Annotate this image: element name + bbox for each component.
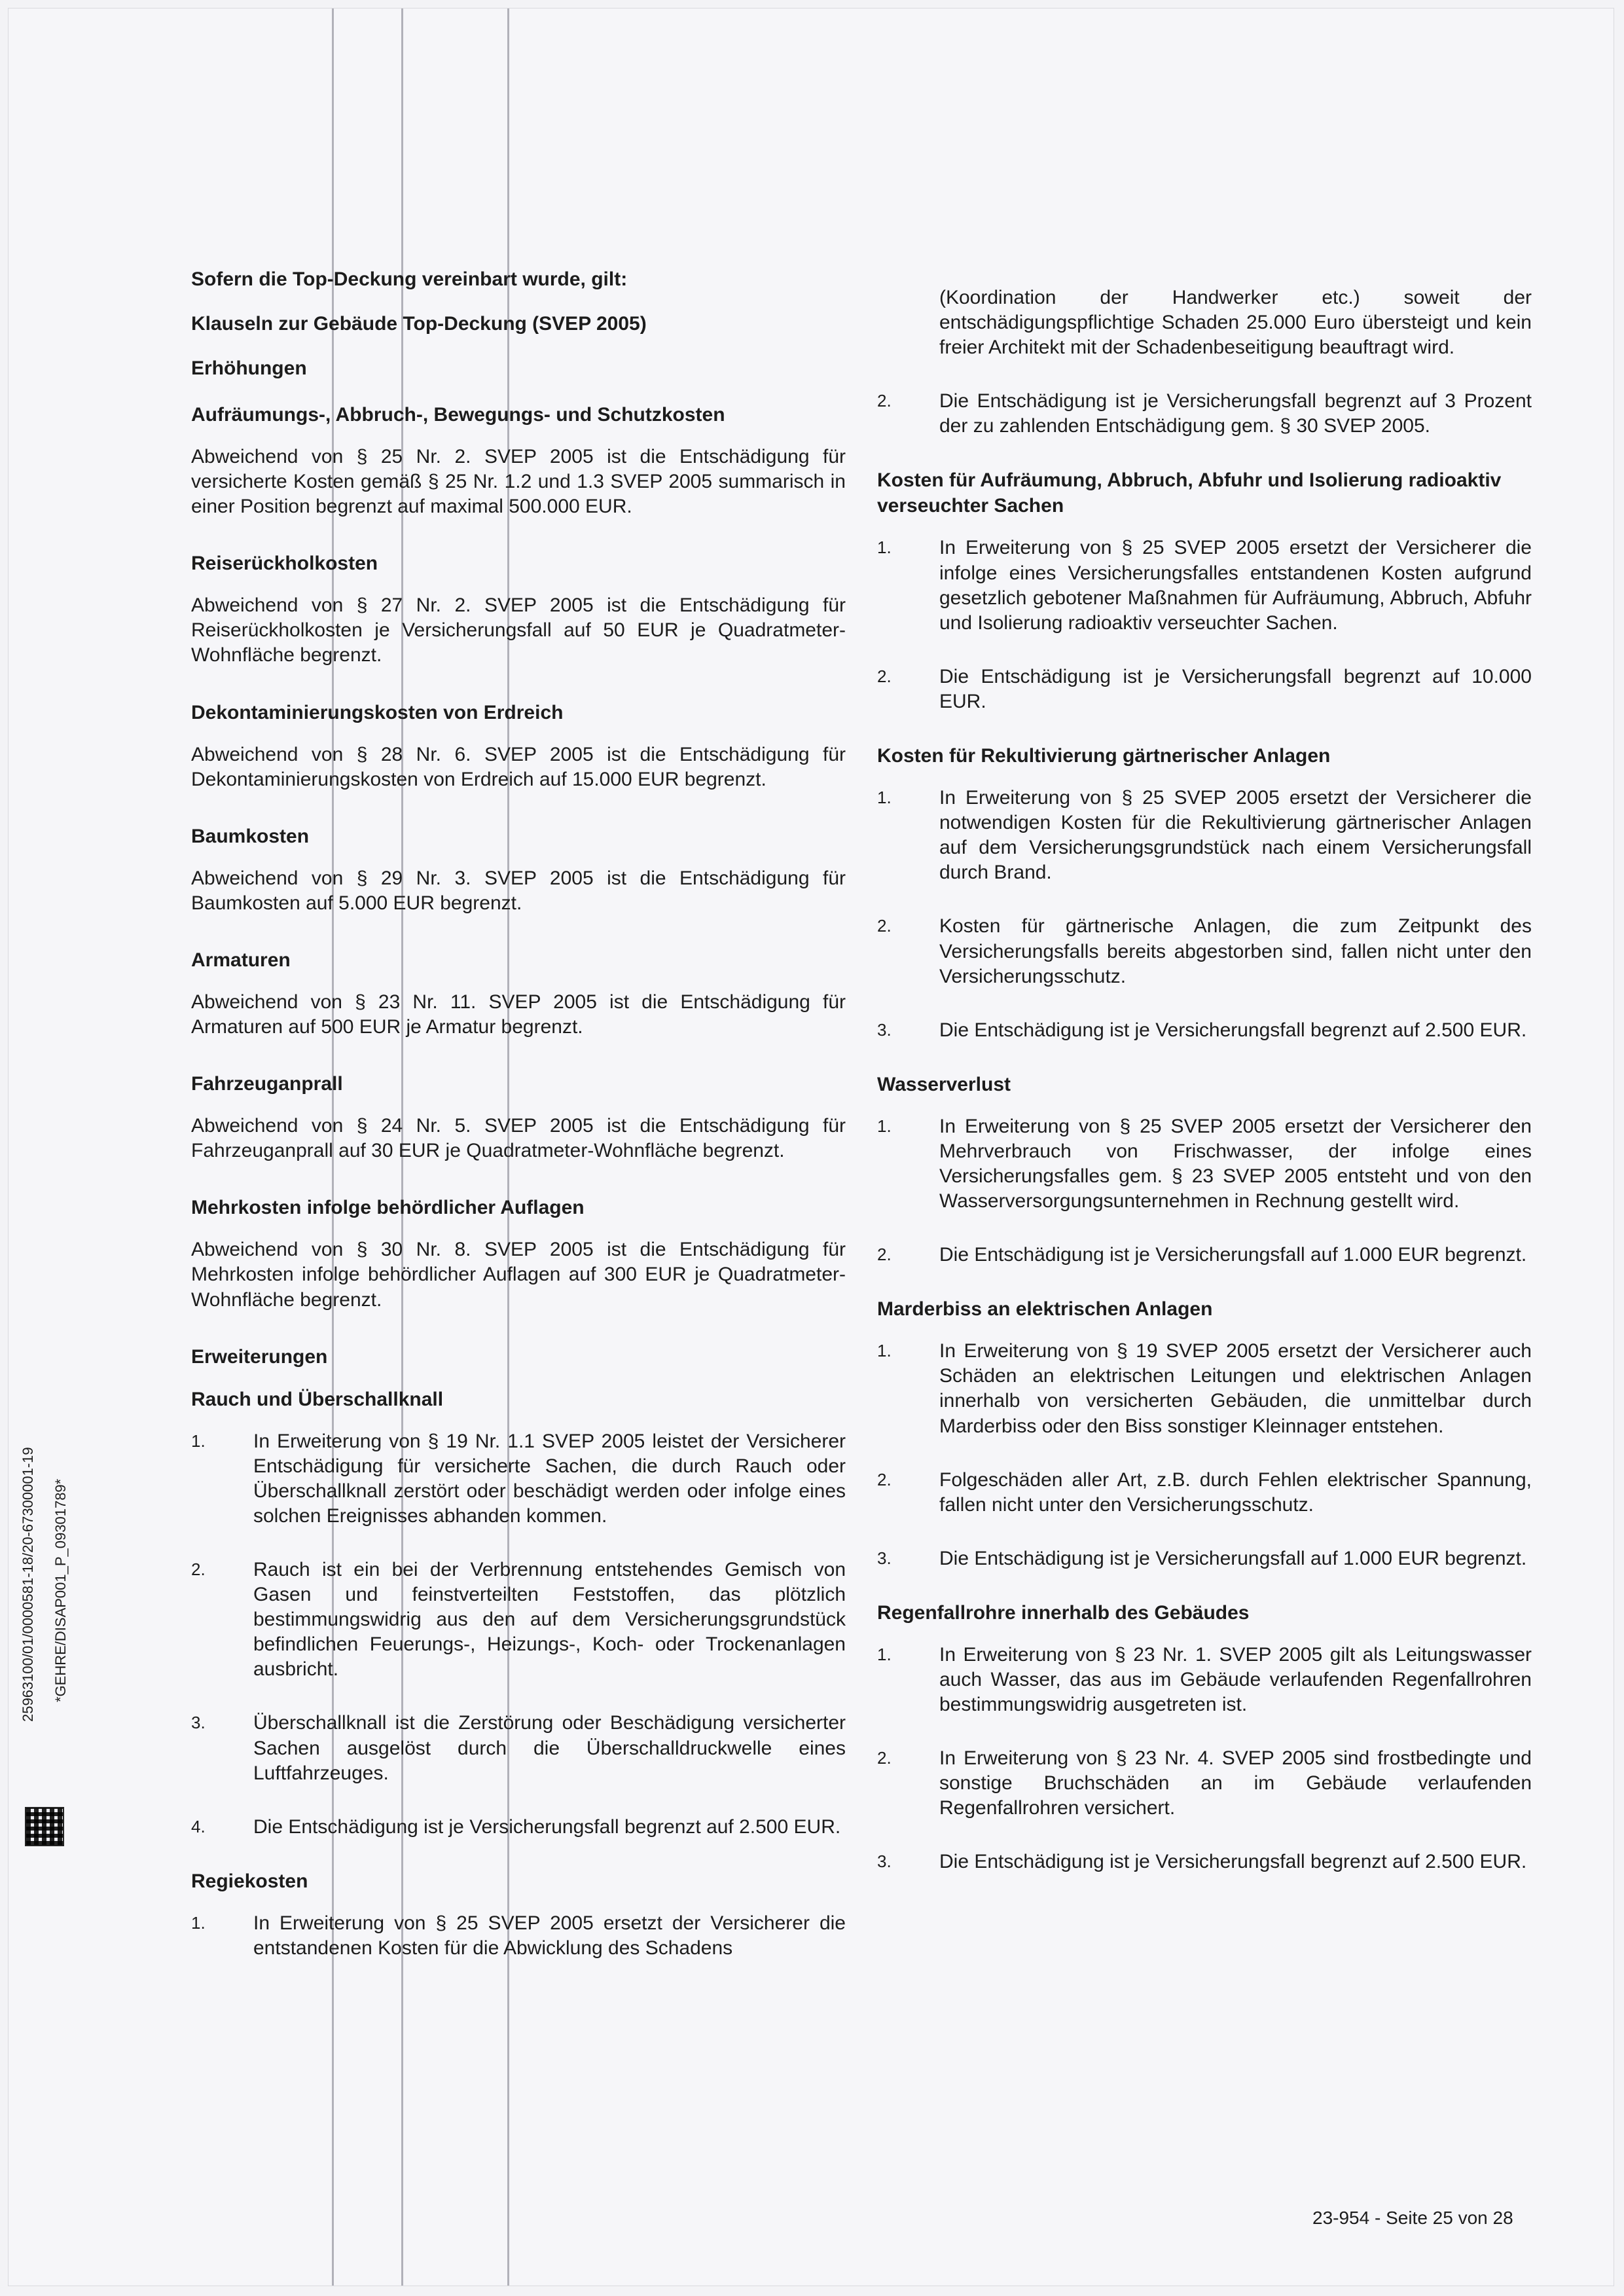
- list-item: [877, 1746, 1532, 1821]
- left-column: [191, 268, 846, 1990]
- section-heading: Erweiterungen: [191, 1345, 328, 1368]
- list-number: 1.: [877, 1341, 892, 1361]
- list-text: Die Entschädigung ist je Versicherungsfall begrenzt auf 2.500 EUR.: [939, 1851, 1527, 1873]
- list-item: [877, 1643, 1532, 1717]
- numbered-list: [877, 536, 1532, 714]
- numbered-list: [877, 1339, 1532, 1571]
- list-text: Die Entschädigung ist je Versicherungsfall begrenzt auf 2.500 EUR.: [939, 1019, 1527, 1041]
- continued-text: (Koordination der Handwerker etc.) soweit der entschädigungspflichtige Schaden 25.000 Euro übersteigt und kein freier Architekt mit der Schadenbeseitigung beauftragt wird.: [939, 287, 1532, 359]
- list-text: In Erweiterung von § 19 SVEP 2005 ersetzt der Versicherer auch Schäden an elektrischen Leitungen und elektrischen Anlagen innerhalb von versicherten Gebäuden, die unmittelbar durch Marderbiss oder den Biss sonstiger Kleinnager entstehen.: [939, 1340, 1532, 1437]
- numbered-list: [877, 786, 1532, 1043]
- section-heading: Regenfallrohre innerhalb des Gebäudes: [877, 1601, 1250, 1624]
- right-column: [877, 285, 1532, 1904]
- list-text: In Erweiterung von § 23 Nr. 1. SVEP 2005 gilt als Leitungswasser auch Wasser, das aus im Gebäude verlaufenden Regenfallrohren bestimmungswidrig ausgetreten ist.: [939, 1643, 1532, 1716]
- section-heading: Kosten für Aufräumung, Abbruch, Abfuhr und Isolierung radioaktiv verseuchter Sachen: [877, 469, 1502, 517]
- list-item: [877, 1243, 1532, 1267]
- list-number: 2.: [877, 666, 892, 686]
- section-heading: Dekontaminierungskosten von Erdreich: [191, 701, 564, 723]
- numbered-list: [191, 1911, 846, 1961]
- list-number: 1.: [877, 1644, 892, 1664]
- list-item: [877, 1468, 1532, 1518]
- clause-title: Klauseln zur Gebäude Top-Deckung (SVEP 2005): [191, 313, 647, 335]
- list-number: 1.: [191, 1430, 206, 1451]
- section-heading: Rauch und Überschallknall: [191, 1388, 444, 1410]
- list-item: [877, 389, 1532, 439]
- list-number: 4.: [191, 1816, 206, 1836]
- list-item: [877, 1546, 1532, 1571]
- list-item: [191, 1429, 846, 1529]
- list-number: 2.: [877, 916, 892, 936]
- list-number: 1.: [877, 788, 892, 808]
- list-text: Folgeschäden aller Art, z.B. durch Fehlen elektrischer Spannung, fallen nicht unter den Versicherungsschutz.: [939, 1468, 1532, 1516]
- list-item: [877, 536, 1532, 635]
- numbered-list: [877, 389, 1532, 439]
- section-text: Abweichend von § 24 Nr. 5. SVEP 2005 ist die Entschädigung für Fahrzeuganprall auf 30 EUR je Quadratmeter-Wohnfläche begrenzt.: [191, 1115, 846, 1162]
- list-number: 2.: [191, 1559, 206, 1579]
- list-text: In Erweiterung von § 19 Nr. 1.1 SVEP 2005 leistet der Versicherer Entschädigung für versicherte Sachen, die durch Rauch oder Überschallknall zerstört oder beschädigt werden oder infolge eines solchen Ereignisses abhanden kommen.: [253, 1430, 846, 1527]
- document-id: 25963100/01/0000581-18/20-67300001-19: [20, 1447, 36, 1722]
- list-text: Die Entschädigung ist je Versicherungsfall auf 1.000 EUR begrenzt.: [939, 1244, 1527, 1266]
- section-heading: Mehrkosten infolge behördlicher Auflagen: [191, 1197, 585, 1219]
- list-number: 1.: [877, 538, 892, 558]
- intro-line: Sofern die Top-Deckung vereinbart wurde, gilt:: [191, 268, 628, 290]
- list-number: 3.: [877, 1851, 892, 1872]
- list-number: 2.: [877, 1245, 892, 1265]
- section-text: Abweichend von § 25 Nr. 2. SVEP 2005 ist die Entschädigung für versicherte Kosten gemäß § 25 Nr. 1.2 und 1.3 SVEP 2005 summarisch in einer Position begrenzt auf maximal 500.000 EUR.: [191, 446, 846, 518]
- list-item: [877, 786, 1532, 885]
- list-text: Die Entschädigung ist je Versicherungsfall begrenzt auf 3 Prozent der zu zahlenden Entschädigung gem. § 30 SVEP 2005.: [939, 390, 1532, 437]
- list-text: Die Entschädigung ist je Versicherungsfall auf 1.000 EUR begrenzt.: [939, 1547, 1527, 1569]
- list-text: In Erweiterung von § 23 Nr. 4. SVEP 2005 sind frostbedingte und sonstige Bruchschäden an im Gebäude verlaufenden Regenfallrohren versichert.: [939, 1747, 1532, 1819]
- list-item: [877, 665, 1532, 714]
- list-text: Kosten für gärtnerische Anlagen, die zum Zeitpunkt des Versicherungsfalls bereits abgestorben sind, fallen nicht unter den Versicherungsschutz.: [939, 915, 1532, 987]
- barcode-id: *GEHRE/DISAP001_P_09301789*: [52, 1478, 69, 1702]
- section-heading: Aufräumungs-, Abbruch-, Bewegungs- und Schutzkosten: [191, 404, 725, 426]
- numbered-list: [191, 1429, 846, 1840]
- numbered-list: [877, 1114, 1532, 1267]
- section-heading: Baumkosten: [191, 825, 310, 847]
- section-text: Abweichend von § 23 Nr. 11. SVEP 2005 ist die Entschädigung für Armaturen auf 500 EUR je Armatur begrenzt.: [191, 991, 846, 1038]
- list-number: 2.: [877, 1469, 892, 1489]
- section-text: Abweichend von § 29 Nr. 3. SVEP 2005 ist die Entschädigung für Baumkosten auf 5.000 EUR begrenzt.: [191, 867, 846, 914]
- list-item: [191, 1815, 846, 1840]
- list-number: 3.: [877, 1548, 892, 1568]
- list-text: In Erweiterung von § 25 SVEP 2005 ersetzt der Versicherer den Mehrverbrauch von Frischwasser, der infolge eines Versicherungsfalles gem. § 23 SVEP 2005 entsteht und von den Wasserversorgungsunternehmen in Rechnung gestellt wird.: [939, 1115, 1532, 1212]
- list-item: [877, 1114, 1532, 1214]
- list-number: 1.: [877, 1116, 892, 1136]
- list-text: Rauch ist ein bei der Verbrennung entstehendes Gemisch von Gasen und feinstverteilten Feststoffen, das plötzlich bestimmungswidrig aus den auf dem Versicherungsgrundstück befindlichen Feuerungs-, Heizungs-, Koch- oder Trockenanlagen ausbricht.: [253, 1558, 846, 1681]
- section-heading: Fahrzeuganprall: [191, 1073, 343, 1095]
- section-text: Abweichend von § 27 Nr. 2. SVEP 2005 ist die Entschädigung für Reiserückholkosten je Versicherungsfall auf 50 EUR je Quadratmeter-Wohnfläche begrenzt.: [191, 594, 846, 666]
- section-text: Abweichend von § 30 Nr. 8. SVEP 2005 ist die Entschädigung für Mehrkosten infolge behördlicher Auflagen auf 300 EUR je Quadratmeter-Wohnfläche begrenzt.: [191, 1239, 846, 1311]
- list-text: In Erweiterung von § 25 SVEP 2005 ersetzt der Versicherer die notwendigen Kosten für die Rekultivierung gärtnerischer Anlagen auf dem Versicherungsgrundstück nach einem Versicherungsfall durch Brand.: [939, 787, 1532, 884]
- section-heading: Armaturen: [191, 949, 291, 971]
- list-text: Die Entschädigung ist je Versicherungsfall begrenzt auf 10.000 EUR.: [939, 665, 1532, 712]
- section-heading: Reiserückholkosten: [191, 553, 378, 575]
- list-number: 2.: [877, 1748, 892, 1768]
- section-heading: Kosten für Rekultivierung gärtnerischer Anlagen: [877, 745, 1331, 767]
- numbered-list: [877, 1643, 1532, 1875]
- page-footer: 23-954 - Seite 25 von 28: [1312, 2208, 1513, 2228]
- list-number: 2.: [877, 391, 892, 411]
- list-item: [191, 1558, 846, 1682]
- list-item: [877, 1339, 1532, 1438]
- list-item: [191, 1711, 846, 1785]
- list-text: Die Entschädigung ist je Versicherungsfall begrenzt auf 2.500 EUR.: [253, 1815, 841, 1838]
- section-heading: Regiekosten: [191, 1870, 308, 1892]
- list-number: 3.: [191, 1713, 206, 1733]
- list-item: [191, 1911, 846, 1961]
- list-item: [877, 1850, 1532, 1874]
- section-heading: Wasserverlust: [877, 1073, 1011, 1095]
- list-text: In Erweiterung von § 25 SVEP 2005 ersetzt der Versicherer die entstandenen Kosten für die Abwicklung des Schadens: [253, 1912, 846, 1959]
- list-number: 1.: [191, 1912, 206, 1933]
- list-number: 3.: [877, 1019, 892, 1040]
- section-increase: Erhöhungen: [191, 357, 307, 379]
- section-heading: Marderbiss an elektrischen Anlagen: [877, 1298, 1213, 1321]
- list-item: [877, 914, 1532, 989]
- datamatrix-code: [25, 1807, 64, 1846]
- list-text: In Erweiterung von § 25 SVEP 2005 ersetzt der Versicherer die infolge eines Versicherungsfalles entstandenen Kosten aufgrund gesetzlich gebotener Maßnahmen für Aufräumung, Abbruch, Abfuhr und Isolierung radioaktiv verseuchter Sachen.: [939, 537, 1532, 634]
- section-text: Abweichend von § 28 Nr. 6. SVEP 2005 ist die Entschädigung für Dekontaminierungskosten von Erdreich auf 15.000 EUR begrenzt.: [191, 743, 846, 790]
- list-text: Überschallknall ist die Zerstörung oder Beschädigung versicherter Sachen ausgelöst durch die Überschalldruckwelle eines Luftfahrzeuges.: [253, 1712, 846, 1784]
- list-item: [877, 1018, 1532, 1043]
